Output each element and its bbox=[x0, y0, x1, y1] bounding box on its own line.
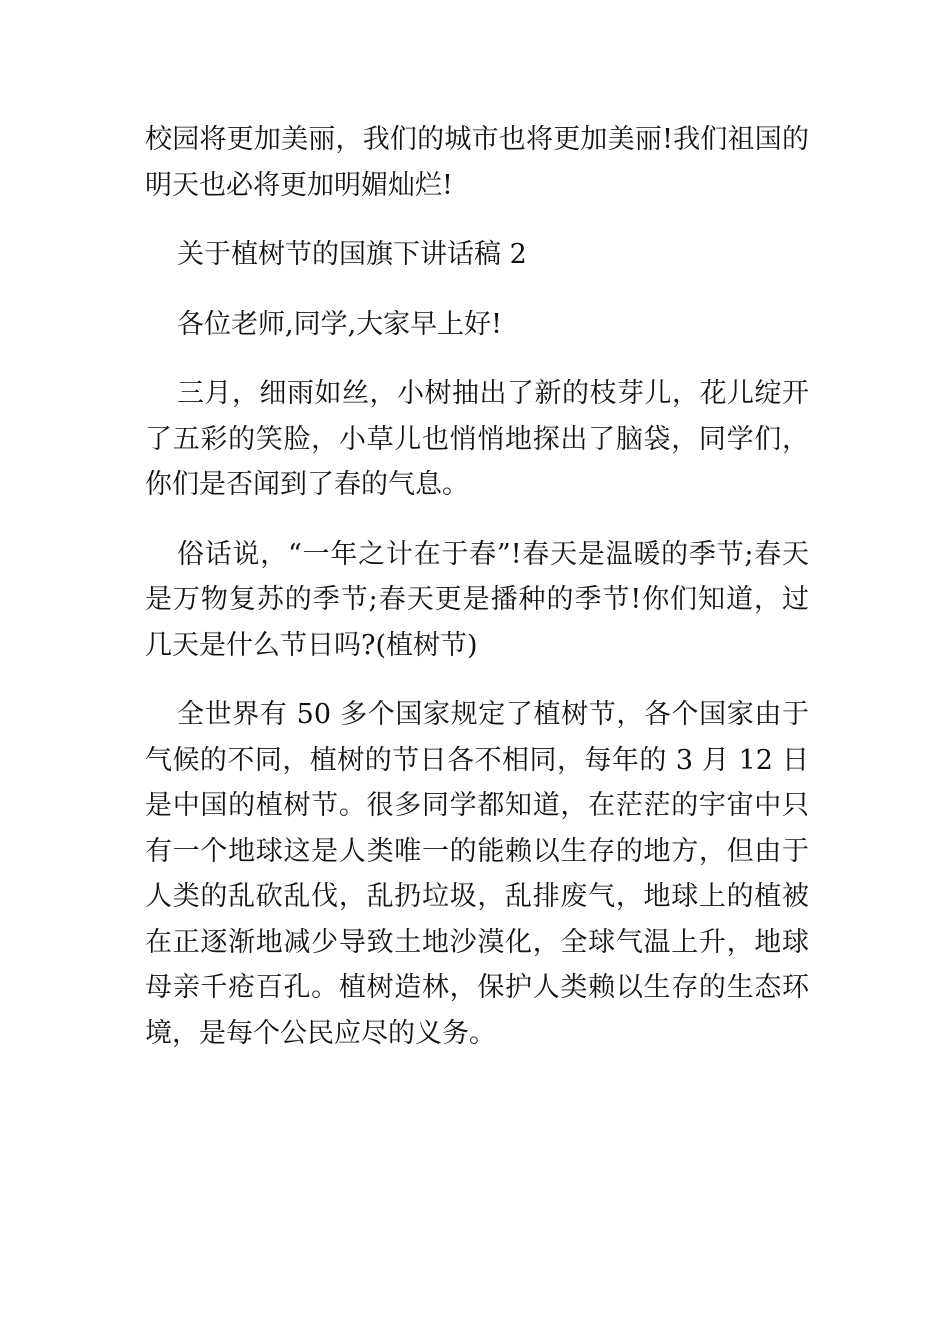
section-title: 关于植树节的国旗下讲话稿 2 bbox=[177, 239, 527, 270]
paragraph-march: 三月，细雨如丝，小树抽出了新的枝芽儿，花儿绽开了五彩的笑脸，小草儿也悄悄地探出了脑袋，同学们，你们是否闻到了春的气息。 bbox=[145, 378, 809, 500]
paragraph-continuation: 校园将更加美丽，我们的城市也将更加美丽!我们祖国的明天也必将更加明媚灿烂! bbox=[145, 124, 809, 201]
greeting-paragraph: 各位老师,同学,大家早上好! bbox=[177, 308, 503, 340]
paragraph-proverb: 俗话说，“一年之计在于春”!春天是温暖的季节;春天是万物复苏的季节;春天更是播种的季节!你们知道，过几天是什么节日吗?(植树节) bbox=[145, 538, 809, 661]
document-body bbox=[145, 117, 809, 1080]
paragraph-arbor-day: 全世界有 50 多个国家规定了植树节，各个国家由于气候的不同，植树的节日各不相同，每年的 3 月 12 日是中国的植树节。很多同学都知道，在茫茫的宇宙中只有一个地球这是人类唯一的能赖以生存的地方，但由于人类的乱砍乱伐，乱扔垃圾，乱排废气，地球上的植被在正逐渐地减少导致土地沙漠化，全球气温上升，地球母亲千疮百孔。植树造林，保护人类赖以生存的生态环境，是每个公民应尽的义务。 bbox=[145, 699, 809, 1049]
